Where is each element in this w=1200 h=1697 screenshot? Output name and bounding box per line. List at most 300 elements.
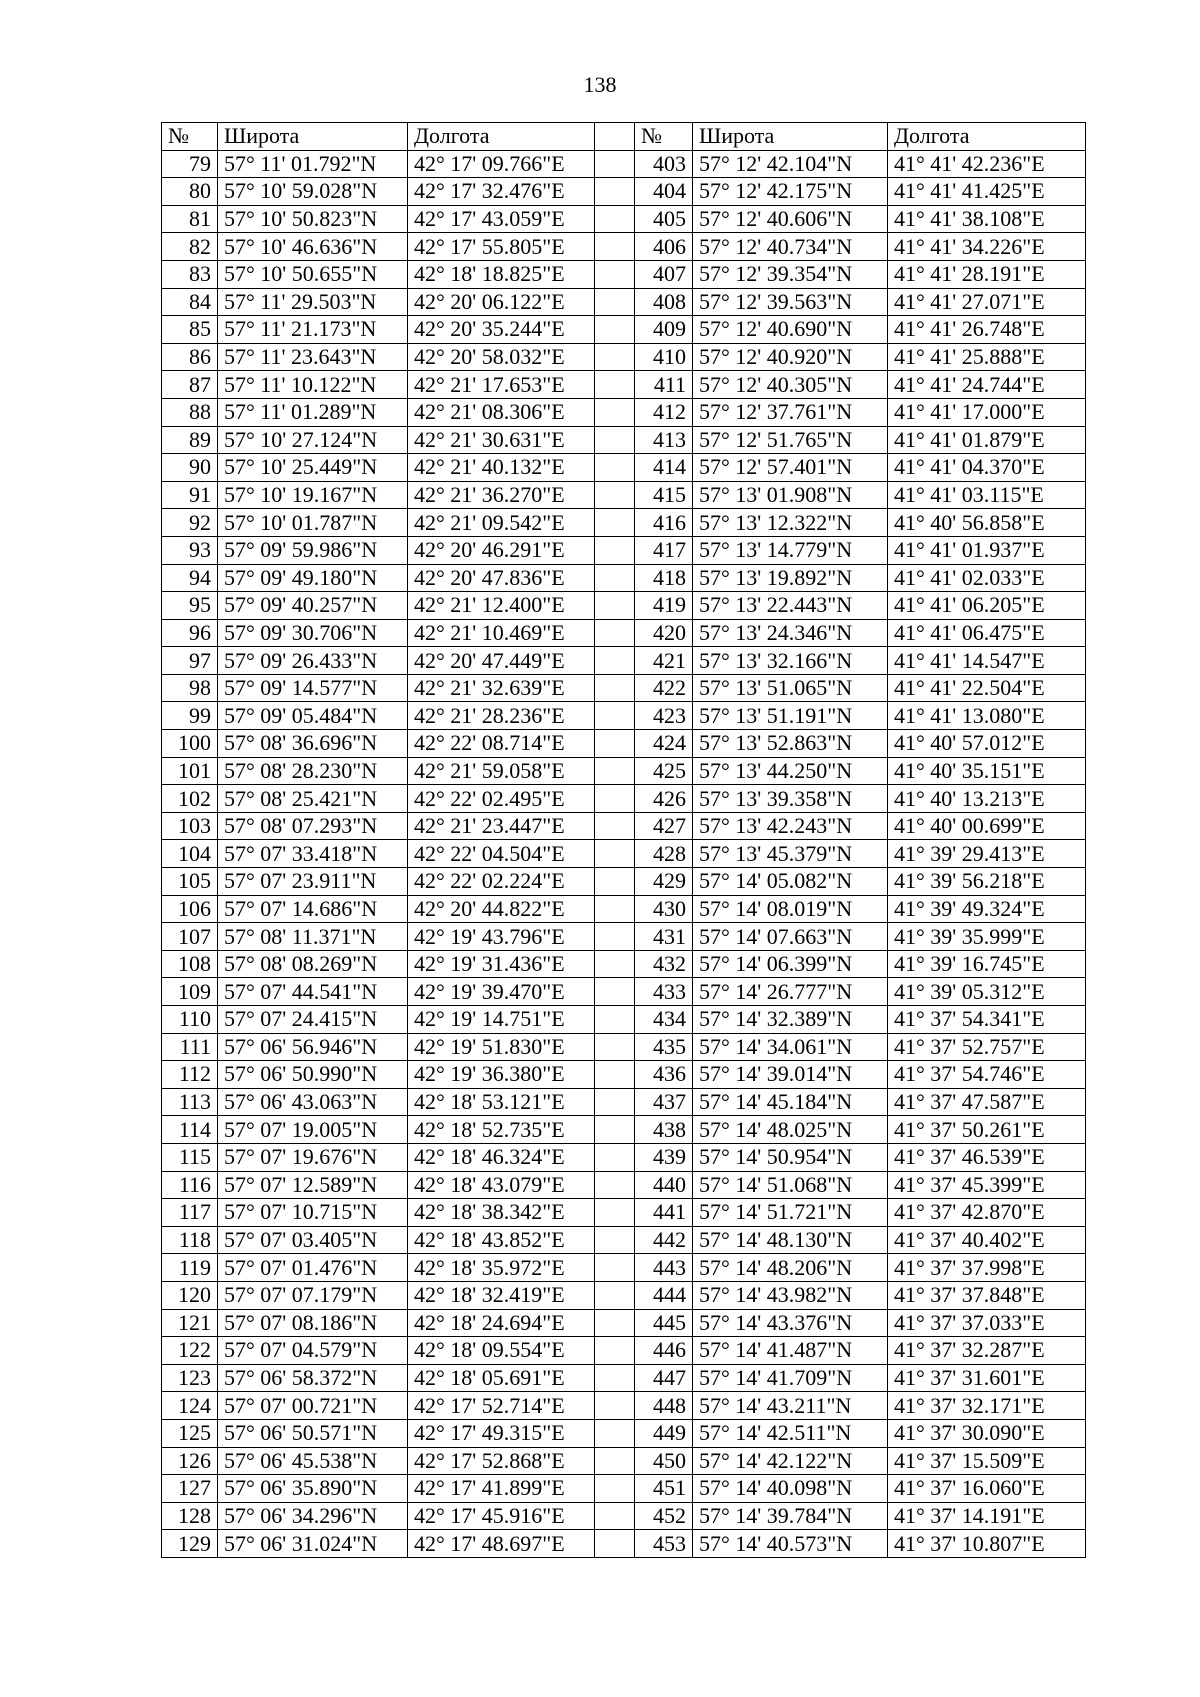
longitude-right: 41° 41' 01.879"E (888, 426, 1086, 454)
spacer-cell (595, 1006, 635, 1034)
spacer-cell (595, 1226, 635, 1254)
latitude-right: 57° 12' 37.761"N (693, 398, 888, 426)
point-number-right: 444 (635, 1281, 693, 1309)
point-number-left: 128 (162, 1502, 218, 1530)
spacer-cell (595, 343, 635, 371)
table-row (162, 785, 1086, 813)
point-number-right: 424 (635, 730, 693, 758)
latitude-right: 57° 14' 34.061"N (693, 1033, 888, 1061)
point-number-right: 412 (635, 398, 693, 426)
longitude-left: 42° 17' 45.916"E (408, 1502, 595, 1530)
latitude-right: 57° 13' 12.322"N (693, 509, 888, 537)
header-num-right: № (635, 123, 693, 151)
point-number-right: 411 (635, 371, 693, 399)
point-number-left: 84 (162, 288, 218, 316)
point-number-left: 112 (162, 1061, 218, 1089)
latitude-right: 57° 12' 40.734"N (693, 233, 888, 261)
point-number-left: 118 (162, 1226, 218, 1254)
latitude-left: 57° 08' 28.230"N (218, 757, 408, 785)
point-number-right: 451 (635, 1475, 693, 1503)
longitude-right: 41° 40' 13.213"E (888, 785, 1086, 813)
latitude-right: 57° 14' 51.721"N (693, 1199, 888, 1227)
table-row (162, 426, 1086, 454)
point-number-left: 124 (162, 1392, 218, 1420)
longitude-left: 42° 19' 14.751"E (408, 1006, 595, 1034)
longitude-right: 41° 37' 32.287"E (888, 1337, 1086, 1365)
latitude-right: 57° 12' 57.401"N (693, 454, 888, 482)
longitude-left: 42° 20' 47.836"E (408, 564, 595, 592)
longitude-right: 41° 37' 14.191"E (888, 1502, 1086, 1530)
longitude-left: 42° 21' 32.639"E (408, 674, 595, 702)
table-row (162, 812, 1086, 840)
latitude-right: 57° 12' 40.920"N (693, 343, 888, 371)
latitude-left: 57° 07' 12.589"N (218, 1171, 408, 1199)
longitude-right: 41° 37' 47.587"E (888, 1088, 1086, 1116)
latitude-left: 57° 07' 07.179"N (218, 1281, 408, 1309)
longitude-right: 41° 41' 42.236"E (888, 150, 1086, 178)
latitude-left: 57° 07' 24.415"N (218, 1006, 408, 1034)
longitude-left: 42° 18' 43.079"E (408, 1171, 595, 1199)
point-number-right: 415 (635, 481, 693, 509)
spacer-cell (595, 1309, 635, 1337)
latitude-right: 57° 14' 42.511"N (693, 1419, 888, 1447)
latitude-right: 57° 12' 40.606"N (693, 205, 888, 233)
latitude-right: 57° 14' 48.206"N (693, 1254, 888, 1282)
longitude-left: 42° 20' 46.291"E (408, 536, 595, 564)
point-number-right: 428 (635, 840, 693, 868)
spacer-cell (595, 978, 635, 1006)
longitude-right: 41° 37' 10.807"E (888, 1530, 1086, 1558)
longitude-left: 42° 20' 44.822"E (408, 895, 595, 923)
point-number-left: 102 (162, 785, 218, 813)
table-row (162, 509, 1086, 537)
longitude-left: 42° 17' 48.697"E (408, 1530, 595, 1558)
table-row (162, 1171, 1086, 1199)
longitude-right: 41° 37' 31.601"E (888, 1364, 1086, 1392)
table-row (162, 950, 1086, 978)
table-row (162, 1392, 1086, 1420)
point-number-left: 119 (162, 1254, 218, 1282)
latitude-left: 57° 11' 01.289"N (218, 398, 408, 426)
spacer-cell (595, 840, 635, 868)
point-number-right: 406 (635, 233, 693, 261)
latitude-left: 57° 11' 23.643"N (218, 343, 408, 371)
point-number-right: 452 (635, 1502, 693, 1530)
latitude-right: 57° 12' 51.765"N (693, 426, 888, 454)
latitude-left: 57° 06' 35.890"N (218, 1475, 408, 1503)
longitude-right: 41° 40' 35.151"E (888, 757, 1086, 785)
spacer-cell (595, 1033, 635, 1061)
point-number-left: 93 (162, 536, 218, 564)
header-lat-left: Широта (218, 123, 408, 151)
longitude-right: 41° 37' 54.341"E (888, 1006, 1086, 1034)
latitude-left: 57° 10' 50.823"N (218, 205, 408, 233)
latitude-left: 57° 07' 10.715"N (218, 1199, 408, 1227)
spacer-cell (595, 1281, 635, 1309)
point-number-right: 450 (635, 1447, 693, 1475)
point-number-right: 440 (635, 1171, 693, 1199)
longitude-left: 42° 18' 09.554"E (408, 1337, 595, 1365)
longitude-right: 41° 37' 52.757"E (888, 1033, 1086, 1061)
table-row (162, 150, 1086, 178)
latitude-left: 57° 08' 25.421"N (218, 785, 408, 813)
longitude-right: 41° 41' 25.888"E (888, 343, 1086, 371)
latitude-right: 57° 14' 48.025"N (693, 1116, 888, 1144)
latitude-right: 57° 14' 07.663"N (693, 923, 888, 951)
longitude-left: 42° 18' 32.419"E (408, 1281, 595, 1309)
longitude-left: 42° 20' 35.244"E (408, 316, 595, 344)
longitude-right: 41° 41' 22.504"E (888, 674, 1086, 702)
point-number-right: 413 (635, 426, 693, 454)
latitude-left: 57° 10' 25.449"N (218, 454, 408, 482)
spacer-cell (595, 1419, 635, 1447)
longitude-right: 41° 40' 00.699"E (888, 812, 1086, 840)
spacer-cell (595, 702, 635, 730)
point-number-right: 423 (635, 702, 693, 730)
latitude-left: 57° 06' 50.990"N (218, 1061, 408, 1089)
spacer-cell (595, 1088, 635, 1116)
spacer-cell (595, 205, 635, 233)
latitude-left: 57° 09' 05.484"N (218, 702, 408, 730)
longitude-right: 41° 41' 06.205"E (888, 592, 1086, 620)
longitude-right: 41° 41' 28.191"E (888, 260, 1086, 288)
longitude-left: 42° 18' 53.121"E (408, 1088, 595, 1116)
latitude-right: 57° 14' 40.573"N (693, 1530, 888, 1558)
latitude-right: 57° 13' 39.358"N (693, 785, 888, 813)
longitude-left: 42° 17' 41.899"E (408, 1475, 595, 1503)
longitude-right: 41° 37' 30.090"E (888, 1419, 1086, 1447)
longitude-left: 42° 22' 02.224"E (408, 868, 595, 896)
point-number-left: 123 (162, 1364, 218, 1392)
longitude-right: 41° 41' 04.370"E (888, 454, 1086, 482)
point-number-right: 434 (635, 1006, 693, 1034)
latitude-right: 57° 14' 39.014"N (693, 1061, 888, 1089)
point-number-right: 430 (635, 895, 693, 923)
longitude-left: 42° 18' 43.852"E (408, 1226, 595, 1254)
table-row (162, 564, 1086, 592)
longitude-left: 42° 17' 52.714"E (408, 1392, 595, 1420)
point-number-right: 409 (635, 316, 693, 344)
table-row (162, 1530, 1086, 1558)
table-row (162, 316, 1086, 344)
longitude-left: 42° 18' 05.691"E (408, 1364, 595, 1392)
table-row (162, 371, 1086, 399)
latitude-right: 57° 14' 48.130"N (693, 1226, 888, 1254)
point-number-left: 108 (162, 950, 218, 978)
longitude-right: 41° 37' 45.399"E (888, 1171, 1086, 1199)
point-number-left: 113 (162, 1088, 218, 1116)
table-row (162, 730, 1086, 758)
table-row (162, 398, 1086, 426)
point-number-left: 92 (162, 509, 218, 537)
point-number-right: 445 (635, 1309, 693, 1337)
spacer-cell (595, 950, 635, 978)
longitude-left: 42° 17' 49.315"E (408, 1419, 595, 1447)
table-row (162, 1254, 1086, 1282)
longitude-right: 41° 37' 54.746"E (888, 1061, 1086, 1089)
spacer-cell (595, 150, 635, 178)
longitude-right: 41° 41' 26.748"E (888, 316, 1086, 344)
table-row (162, 1033, 1086, 1061)
latitude-right: 57° 13' 22.443"N (693, 592, 888, 620)
latitude-right: 57° 13' 42.243"N (693, 812, 888, 840)
header-lon-left: Долгота (408, 123, 595, 151)
longitude-left: 42° 17' 32.476"E (408, 178, 595, 206)
latitude-left: 57° 10' 50.655"N (218, 260, 408, 288)
latitude-right: 57° 14' 08.019"N (693, 895, 888, 923)
latitude-right: 57° 14' 45.184"N (693, 1088, 888, 1116)
latitude-left: 57° 10' 19.167"N (218, 481, 408, 509)
point-number-right: 414 (635, 454, 693, 482)
point-number-left: 80 (162, 178, 218, 206)
table-row (162, 1143, 1086, 1171)
latitude-right: 57° 13' 44.250"N (693, 757, 888, 785)
latitude-left: 57° 11' 10.122"N (218, 371, 408, 399)
point-number-left: 125 (162, 1419, 218, 1447)
spacer-cell (595, 619, 635, 647)
longitude-left: 42° 21' 23.447"E (408, 812, 595, 840)
point-number-left: 91 (162, 481, 218, 509)
point-number-right: 429 (635, 868, 693, 896)
spacer-cell (595, 260, 635, 288)
latitude-right: 57° 14' 43.982"N (693, 1281, 888, 1309)
point-number-right: 449 (635, 1419, 693, 1447)
longitude-left: 42° 21' 12.400"E (408, 592, 595, 620)
table-row (162, 481, 1086, 509)
table-row (162, 757, 1086, 785)
longitude-right: 41° 37' 37.848"E (888, 1281, 1086, 1309)
latitude-left: 57° 09' 30.706"N (218, 619, 408, 647)
longitude-left: 42° 19' 39.470"E (408, 978, 595, 1006)
latitude-left: 57° 07' 19.005"N (218, 1116, 408, 1144)
table-row (162, 868, 1086, 896)
latitude-right: 57° 14' 42.122"N (693, 1447, 888, 1475)
latitude-left: 57° 06' 31.024"N (218, 1530, 408, 1558)
point-number-right: 421 (635, 647, 693, 675)
point-number-right: 443 (635, 1254, 693, 1282)
table-row (162, 1199, 1086, 1227)
table-body (162, 150, 1086, 1557)
longitude-right: 41° 37' 46.539"E (888, 1143, 1086, 1171)
longitude-left: 42° 21' 08.306"E (408, 398, 595, 426)
table-row (162, 260, 1086, 288)
point-number-left: 82 (162, 233, 218, 261)
point-number-left: 106 (162, 895, 218, 923)
spacer-cell (595, 868, 635, 896)
latitude-right: 57° 13' 24.346"N (693, 619, 888, 647)
spacer-cell (595, 647, 635, 675)
point-number-left: 129 (162, 1530, 218, 1558)
latitude-left: 57° 11' 29.503"N (218, 288, 408, 316)
longitude-right: 41° 41' 03.115"E (888, 481, 1086, 509)
point-number-left: 101 (162, 757, 218, 785)
table-row (162, 1502, 1086, 1530)
spacer-cell (595, 1447, 635, 1475)
longitude-right: 41° 37' 15.509"E (888, 1447, 1086, 1475)
table-row (162, 288, 1086, 316)
spacer-cell (595, 674, 635, 702)
latitude-left: 57° 10' 27.124"N (218, 426, 408, 454)
spacer-cell (595, 288, 635, 316)
spacer-cell (595, 564, 635, 592)
point-number-left: 117 (162, 1199, 218, 1227)
table-row (162, 592, 1086, 620)
spacer-cell (595, 1392, 635, 1420)
latitude-left: 57° 09' 49.180"N (218, 564, 408, 592)
longitude-left: 42° 18' 24.694"E (408, 1309, 595, 1337)
longitude-left: 42° 21' 30.631"E (408, 426, 595, 454)
longitude-left: 42° 19' 51.830"E (408, 1033, 595, 1061)
longitude-right: 41° 41' 38.108"E (888, 205, 1086, 233)
longitude-right: 41° 37' 42.870"E (888, 1199, 1086, 1227)
table-row (162, 923, 1086, 951)
table-row (162, 205, 1086, 233)
latitude-left: 57° 06' 43.063"N (218, 1088, 408, 1116)
table-header-row (162, 123, 1086, 151)
point-number-right: 405 (635, 205, 693, 233)
latitude-right: 57° 12' 39.563"N (693, 288, 888, 316)
point-number-left: 94 (162, 564, 218, 592)
point-number-right: 425 (635, 757, 693, 785)
point-number-right: 441 (635, 1199, 693, 1227)
point-number-left: 115 (162, 1143, 218, 1171)
latitude-right: 57° 14' 06.399"N (693, 950, 888, 978)
spacer-cell (595, 536, 635, 564)
table-row (162, 1309, 1086, 1337)
point-number-right: 439 (635, 1143, 693, 1171)
point-number-right: 420 (635, 619, 693, 647)
longitude-right: 41° 37' 37.998"E (888, 1254, 1086, 1282)
longitude-right: 41° 41' 02.033"E (888, 564, 1086, 592)
table-row (162, 178, 1086, 206)
longitude-right: 41° 41' 27.071"E (888, 288, 1086, 316)
table-row (162, 1419, 1086, 1447)
point-number-right: 422 (635, 674, 693, 702)
spacer-cell (595, 123, 635, 151)
table-row (162, 978, 1086, 1006)
latitude-right: 57° 12' 42.175"N (693, 178, 888, 206)
spacer-cell (595, 1199, 635, 1227)
spacer-cell (595, 895, 635, 923)
point-number-right: 433 (635, 978, 693, 1006)
table-row (162, 1447, 1086, 1475)
point-number-right: 447 (635, 1364, 693, 1392)
spacer-cell (595, 923, 635, 951)
latitude-right: 57° 12' 40.690"N (693, 316, 888, 344)
latitude-left: 57° 06' 50.571"N (218, 1419, 408, 1447)
latitude-right: 57° 14' 32.389"N (693, 1006, 888, 1034)
longitude-left: 42° 17' 43.059"E (408, 205, 595, 233)
latitude-left: 57° 08' 11.371"N (218, 923, 408, 951)
point-number-right: 431 (635, 923, 693, 951)
latitude-left: 57° 09' 40.257"N (218, 592, 408, 620)
point-number-right: 410 (635, 343, 693, 371)
point-number-left: 111 (162, 1033, 218, 1061)
latitude-left: 57° 06' 58.372"N (218, 1364, 408, 1392)
spacer-cell (595, 1475, 635, 1503)
latitude-left: 57° 11' 01.792"N (218, 150, 408, 178)
point-number-right: 407 (635, 260, 693, 288)
point-number-left: 105 (162, 868, 218, 896)
spacer-cell (595, 426, 635, 454)
latitude-left: 57° 07' 23.911"N (218, 868, 408, 896)
latitude-left: 57° 09' 59.986"N (218, 536, 408, 564)
point-number-left: 107 (162, 923, 218, 951)
longitude-right: 41° 39' 16.745"E (888, 950, 1086, 978)
latitude-right: 57° 14' 39.784"N (693, 1502, 888, 1530)
table-row (162, 1116, 1086, 1144)
latitude-right: 57° 13' 19.892"N (693, 564, 888, 592)
longitude-left: 42° 19' 36.380"E (408, 1061, 595, 1089)
longitude-right: 41° 41' 41.425"E (888, 178, 1086, 206)
latitude-right: 57° 14' 26.777"N (693, 978, 888, 1006)
longitude-right: 41° 41' 06.475"E (888, 619, 1086, 647)
latitude-left: 57° 06' 34.296"N (218, 1502, 408, 1530)
latitude-right: 57° 14' 43.211"N (693, 1392, 888, 1420)
table-row (162, 1337, 1086, 1365)
point-number-right: 432 (635, 950, 693, 978)
latitude-left: 57° 07' 33.418"N (218, 840, 408, 868)
longitude-right: 41° 37' 50.261"E (888, 1116, 1086, 1144)
header-num-left: № (162, 123, 218, 151)
longitude-left: 42° 21' 09.542"E (408, 509, 595, 537)
header-lon-right: Долгота (888, 123, 1086, 151)
latitude-right: 57° 13' 45.379"N (693, 840, 888, 868)
longitude-right: 41° 39' 49.324"E (888, 895, 1086, 923)
longitude-left: 42° 18' 38.342"E (408, 1199, 595, 1227)
point-number-right: 438 (635, 1116, 693, 1144)
point-number-left: 87 (162, 371, 218, 399)
spacer-cell (595, 1502, 635, 1530)
point-number-left: 121 (162, 1309, 218, 1337)
latitude-left: 57° 07' 19.676"N (218, 1143, 408, 1171)
spacer-cell (595, 454, 635, 482)
latitude-right: 57° 13' 14.779"N (693, 536, 888, 564)
table-row (162, 647, 1086, 675)
longitude-left: 42° 17' 55.805"E (408, 233, 595, 261)
table-row (162, 1006, 1086, 1034)
latitude-right: 57° 14' 40.098"N (693, 1475, 888, 1503)
latitude-right: 57° 14' 43.376"N (693, 1309, 888, 1337)
latitude-right: 57° 13' 01.908"N (693, 481, 888, 509)
point-number-left: 95 (162, 592, 218, 620)
latitude-right: 57° 14' 41.487"N (693, 1337, 888, 1365)
point-number-left: 120 (162, 1281, 218, 1309)
latitude-left: 57° 11' 21.173"N (218, 316, 408, 344)
table-row (162, 674, 1086, 702)
longitude-left: 42° 21' 59.058"E (408, 757, 595, 785)
spacer-cell (595, 592, 635, 620)
longitude-left: 42° 18' 35.972"E (408, 1254, 595, 1282)
longitude-right: 41° 39' 29.413"E (888, 840, 1086, 868)
latitude-left: 57° 07' 44.541"N (218, 978, 408, 1006)
longitude-left: 42° 18' 46.324"E (408, 1143, 595, 1171)
latitude-right: 57° 12' 40.305"N (693, 371, 888, 399)
spacer-cell (595, 1116, 635, 1144)
point-number-left: 90 (162, 454, 218, 482)
latitude-left: 57° 08' 07.293"N (218, 812, 408, 840)
latitude-left: 57° 07' 08.186"N (218, 1309, 408, 1337)
point-number-left: 110 (162, 1006, 218, 1034)
longitude-right: 41° 37' 16.060"E (888, 1475, 1086, 1503)
latitude-right: 57° 14' 51.068"N (693, 1171, 888, 1199)
longitude-left: 42° 22' 08.714"E (408, 730, 595, 758)
point-number-right: 408 (635, 288, 693, 316)
longitude-right: 41° 41' 24.744"E (888, 371, 1086, 399)
longitude-left: 42° 17' 09.766"E (408, 150, 595, 178)
spacer-cell (595, 316, 635, 344)
spacer-cell (595, 1530, 635, 1558)
